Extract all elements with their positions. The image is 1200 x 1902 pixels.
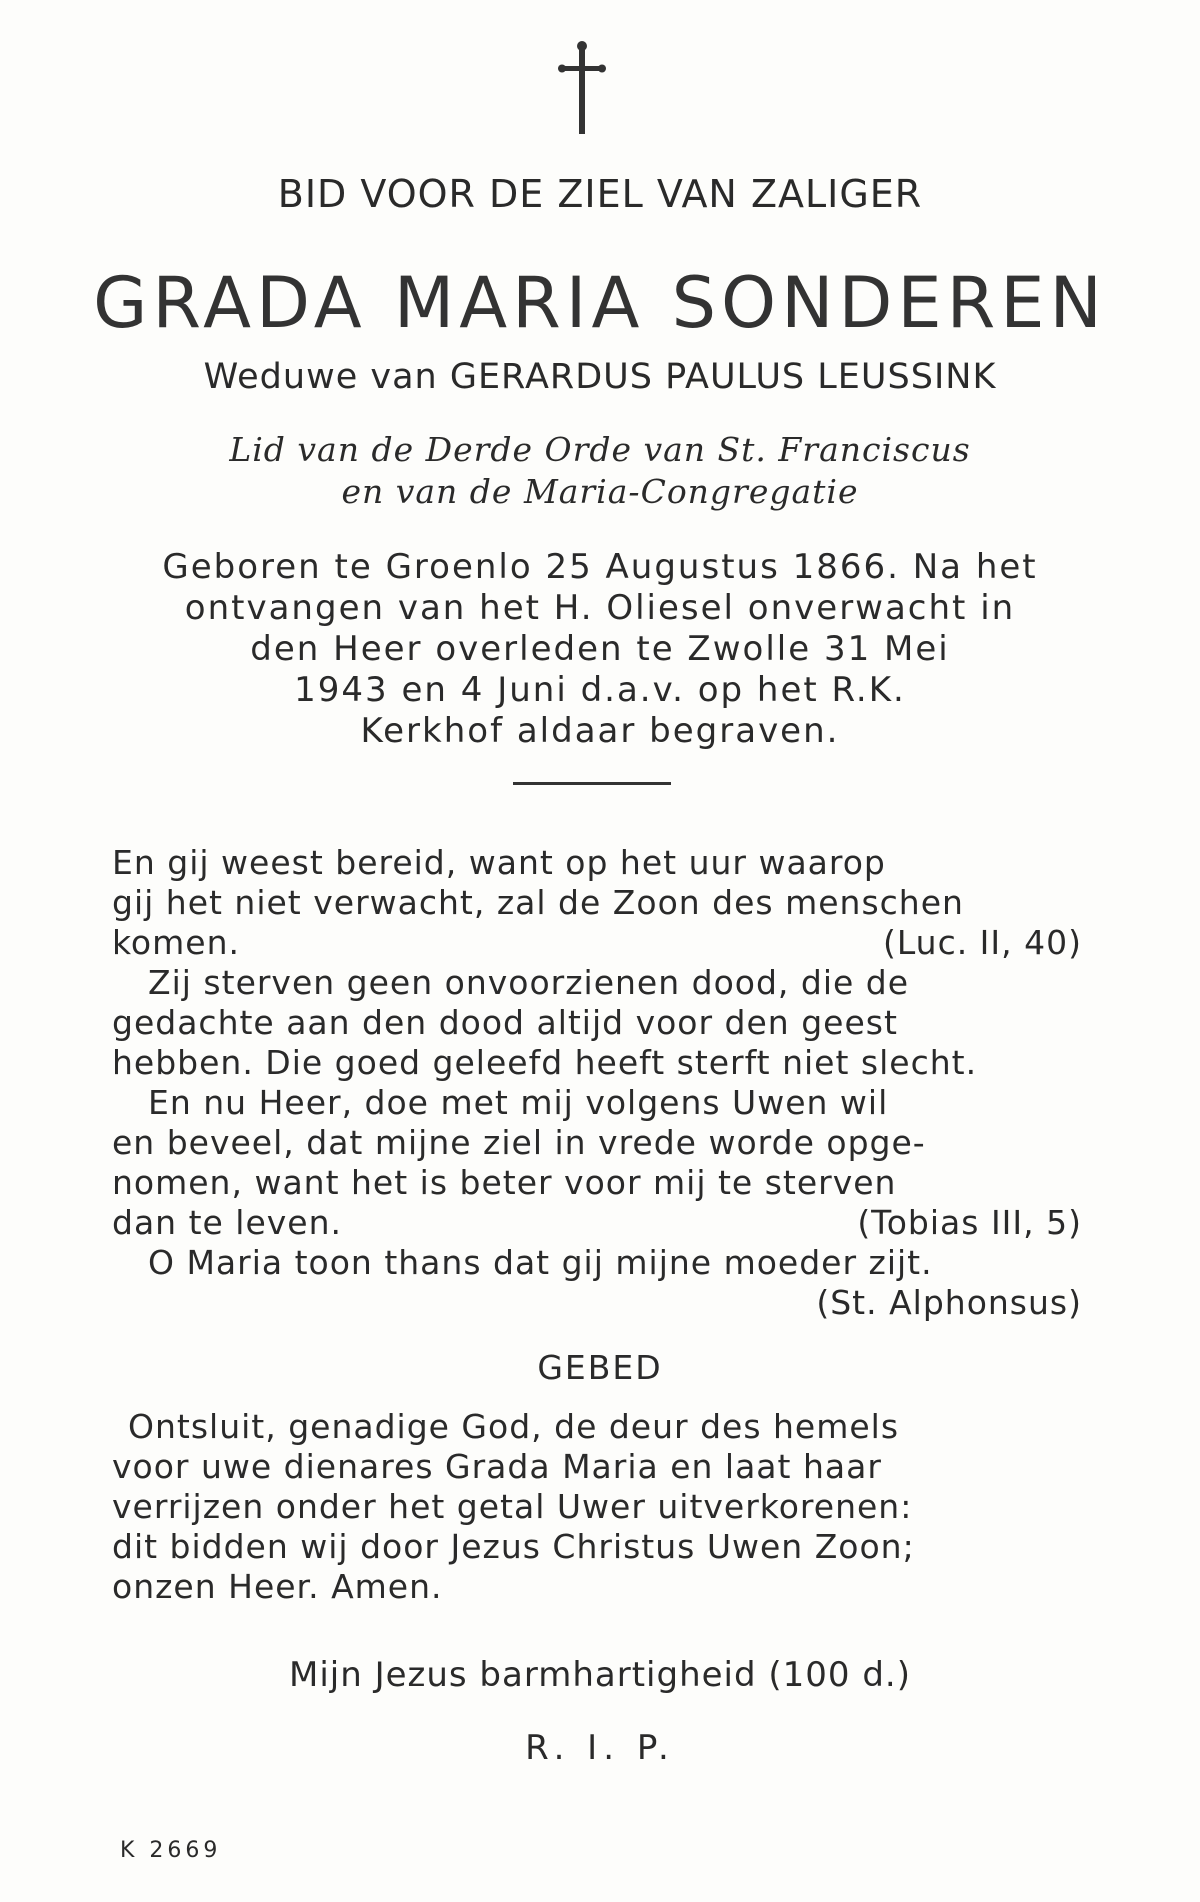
prayer-line: onzen Heer. Amen. <box>112 1567 443 1606</box>
card-heading: BID VOOR DE ZIEL VAN ZALIGER <box>277 172 923 216</box>
membership-line: en van de Maria-Congregatie <box>341 472 859 511</box>
prayer-line: dit bidden wij door Jezus Christus Uwen Zoon; <box>112 1527 915 1566</box>
verse-line: gij het niet verwacht, zal de Zoon des menschen <box>112 883 964 922</box>
verse-line: komen. <box>112 923 240 962</box>
verse-citation: (Tobias III, 5) <box>857 1203 1082 1242</box>
verse-line: nomen, want het is beter voor mij te sterven <box>112 1163 897 1202</box>
indulgence-text: Mijn Jezus barmhartigheid (100 d.) <box>288 1655 911 1695</box>
verse-line: gedachte aan den dood altijd voor den geest <box>112 1003 898 1042</box>
widow-of-line: Weduwe van GERARDUS PAULUS LEUSSINK <box>203 357 997 397</box>
prayer-line: Ontsluit, genadige God, de deur des hemels <box>128 1407 900 1446</box>
verses-block <box>112 843 1082 1323</box>
verse-citation: (Luc. II, 40) <box>882 923 1082 962</box>
verse-line: O Maria toon thans dat gij mijne moeder zijt. <box>148 1243 933 1282</box>
biography-line: 1943 en 4 Juni d.a.v. op het R.K. <box>294 670 906 710</box>
verse-line: Zij sterven geen onvoorzienen dood, die de <box>148 963 910 1002</box>
rip-text: R. I. P. <box>525 1728 675 1768</box>
verse-line: En gij weest bereid, want op het uur waarop <box>112 843 886 882</box>
verse-line: dan te leven. <box>112 1203 343 1242</box>
prayer-line: voor uwe dienares Grada Maria en laat haar <box>112 1447 882 1486</box>
biography-line: den Heer overleden te Zwolle 31 Mei <box>250 629 950 669</box>
verse-line: en beveel, dat mijne ziel in vrede worde opge- <box>112 1123 926 1162</box>
divider-line <box>513 782 671 785</box>
prayer-text <box>112 1407 1082 1607</box>
verse-citation: (St. Alphonsus) <box>816 1283 1082 1322</box>
biography-text <box>0 547 1200 752</box>
biography-line: Kerkhof aldaar begraven. <box>360 711 840 751</box>
biography-line: Geboren te Groenlo 25 Augustus 1866. Na het <box>162 547 1038 587</box>
prayer-title: GEBED <box>537 1348 663 1387</box>
verse-line: hebben. Die goed geleefd heeft sterft niet slecht. <box>112 1043 978 1082</box>
prayer-line: verrijzen onder het getal Uwer uitverkorenen: <box>112 1487 913 1526</box>
print-code: K 2669 <box>120 1838 222 1863</box>
verse-line: En nu Heer, doe met mij volgens Uwen wil <box>148 1083 889 1122</box>
membership-line: Lid van de Derde Orde van St. Franciscus <box>229 430 971 469</box>
biography-line: ontvangen van het H. Oliesel onverwacht in <box>184 588 1016 628</box>
cross-icon <box>552 40 612 140</box>
membership-text <box>0 429 1200 513</box>
deceased-name: GRADA MARIA SONDEREN <box>93 262 1107 344</box>
